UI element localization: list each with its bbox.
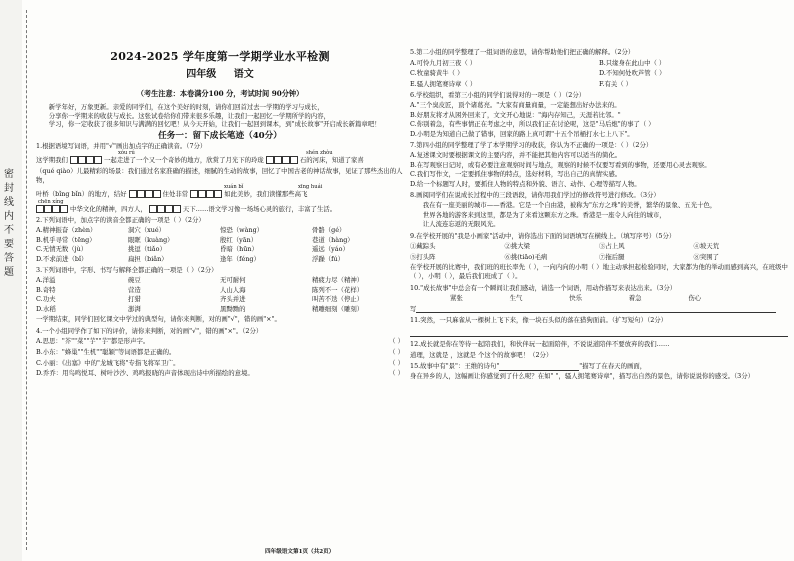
intro-paragraph [36,103,404,129]
pinyin-c: shén zhòu [306,150,333,157]
answer-paren[interactable]: （ ） [389,358,404,367]
question-15: 15.故事中有"景"：王维的诗句" "描写了在春天的画面， [410,362,647,371]
pinyin-a: xóu rú [118,150,135,157]
q9-option-row: ⑤打头阵 ⑥挑(tiāo)毛病 ⑦拖后腿 ⑧突围了 [410,252,720,261]
left-column [36,0,404,378]
question-10: 10."成长故事"中总会有一个瞬间让我们感动，请选一个词语，用动作描写来表达出来。（3分） [410,283,677,292]
q9-text: 在学校开展的比赛中，我们班的班长率先（ ），一向内向的小明（ ）地主动承担起检验同时，大家都为他的举动而感到高兴，在班级中（ ），小明（ ），最后我们班成了（ ）。 [410,263,788,281]
answer-paren[interactable]: （ ） [389,348,404,357]
q3-option-row: A.洋溢 碗豆 无可耐何 精疲力尽（精神） [36,275,364,284]
writing-box[interactable] [70,156,78,164]
question-11: 11.突然，一只麻雀从一棵树上飞下来，像一块石头似的落在猎狗面前。（扩写短句）（2分） [410,316,668,325]
q7-option: D.给一个标题写人时，要抓住人物的特点和外貌、语言、动作、心理等描写人物。 [410,179,641,188]
seal-dashed-line [26,10,27,550]
q4-item: A.思思："芥""菜""芋""芋"都是形声字。 （ ） [36,337,404,346]
q6-option: A."三个臭皮匠，顶个诸葛亮。"大家有商量商量，一定能想出好办法来的。 [410,100,621,109]
question-5: 5.第二小组的同学整理了一组词语的意思，请你帮助他们把正确的解释。（2分） [410,48,635,56]
q2-option-row: D.不求前进（bǐ） 扁担（biǎn） 逢年（féng） 浮躁（fú） [36,254,345,263]
question-1: 1.根据语境写词语，并用"√"画出加点字的正确读音。（7分） [36,141,207,150]
pinyin-d: chēn xíng [38,198,64,205]
q1-line-2: （qué qiào）儿最精彩的场景：我们通过名家准确的描述，细腻的生动的故事，回忆了中国古老的神话故事，见证了那些杰出的人物， [36,166,403,184]
q3-option-row: C.功夫 打猎 齐头并进 叫苦不迭（停止） [36,295,364,304]
intro-line: 分享你一学期来的收获与成长。这张试卷给你们带来很多乐趣，让我们一起回忆一学期所学的内容， [48,111,330,120]
question-3: 3.下列词语中，字形、书写与解释全都正确的一项是（ ）（2分） [36,266,218,275]
writing-box[interactable] [165,205,173,213]
writing-box[interactable] [52,205,60,213]
writing-box[interactable] [173,205,181,213]
q4-item: C.小丽：《出塞》中的"龙城飞将"专指飞将军卫广。 （ ） [36,358,404,367]
question-6: 6.学校组织，看第三小组的同学们说得对的一项是（ ）（2分） [410,91,586,100]
answer-line[interactable] [410,325,788,337]
exam-subtitle: 四年级 语文 [186,69,254,80]
question-8: 8.画阅同学们在说成长过程中的三段语段，请你用我们学过的修改符号进行修改。（3分） [410,191,660,200]
q1-line-4: 中华文化的精神，四方人， 天下……语文学习像一场场心灵的旅行，丰富了生活。 [36,205,404,214]
q3-tail: 一学期结束，同学们回忆课文中学过的典型句，请你来判断，对的画"√"，错的画"×"。 [36,315,281,324]
answer-line[interactable] [416,305,776,313]
q7-option: B.在写观察日记时，或有必要注意观察时间与地点，观察的时候不仅要写看到的事物，还要用心灵去观察。 [410,160,711,169]
writing-box[interactable] [129,190,137,198]
q2-option-row: A.精神振奋（zhèn） 洞穴（xué） 惊恐（wàng） 骨骼（gé） [36,225,346,234]
q3-option-row: D.水稻 澎湃 黑黝黝的 精雕细刻（雕刻） [36,304,364,313]
q3-option-row: B.奇特 营造 人山人海 陈列不一（花样） [36,285,364,294]
writing-box[interactable] [214,190,222,198]
writing-box[interactable] [145,190,153,198]
q9-option-row: ①藏踪头 ②挑大梁 ③占上风 ④坡天荒 [410,242,720,251]
q12-text: 道理，这就是 ，这就是 个这个的故事吧！（2分） [410,350,553,359]
writing-box[interactable] [198,190,206,198]
writing-box[interactable] [274,156,282,164]
question-2: 2.下列词语中，加点字的读音全都正确的一项是（ ）（2分） [36,216,205,225]
q2-option-row: B.机乎寻常（tēng） 眼眶（kuàng） 殷红（yān） 巷道（hàng） [36,235,354,244]
q5-option-row: C.牧童骑黄牛（ ） D.不知何处吹芦管（ ） [410,69,666,78]
pinyin-b: xuán bǐ [224,184,244,191]
writing-box[interactable] [206,190,214,198]
writing-box[interactable] [86,156,94,164]
q1-line-3: 叶桥（bǐng bǐn）的地方，结好 住处非常 如此美妙，我们读懂那些高飞 [36,190,308,199]
exam-title: 2024-2025 学年度第一学期学业水平检测 [110,50,330,63]
pinyin-e: xīng huái [298,184,323,191]
q5-option-row: E.骚人拥笔赛诗章（ ） F.有关（ ） [410,79,633,88]
question-4: 4.一个小组同学作了如下的评价，请你来判断，对的画"√"，错的画"×"。（2分） [36,326,263,335]
q15-tail: 身在异乡的人，这幅画让你感觉到了什么呢？在如" "，骚人拥笔赛诗章"，描写出自然的景色，请你说说你的感受。（3分） [410,371,755,380]
writing-box[interactable] [157,205,165,213]
q6-option: C.你别着急，有些事情正在考虑之中，所以我们正在讨论呢，这是"马后炮"的事了（ ） [410,120,655,129]
writing-box[interactable] [36,205,44,213]
exam-notice: （考生注意：本卷满分100 分，考试时间 90分钟） [136,89,304,98]
writing-box[interactable] [190,190,198,198]
writing-box[interactable] [290,156,298,164]
writing-box[interactable] [60,205,68,213]
q6-option: D.小明是为知道自己做了错事，回家的路上真可谓"十五个吊桶打水七上八下"。 [410,129,634,138]
writing-box[interactable] [78,156,86,164]
q5-option-row: A.可怜九月初三夜（ ） B.只缘身在此山中（ ） [410,58,666,67]
q2-option-row: C.无情无数（jù） 挑逗（tiǎo） 昏暗（hūn） 遥远（yáo） [36,245,349,254]
writing-box[interactable] [282,156,290,164]
writing-box[interactable] [44,205,52,213]
question-7: 7.第四小组的同学整理了学了本学期学习的收获，你认为不正确的一项是：（ ）（2分） [410,141,653,150]
binding-margin [0,0,22,561]
intro-line: 新学年好，万象更新。亲爱的同学们，在这个美好的时刻，请你们回首过去一学期的学习与成长， [48,103,324,111]
intro-line: 学习，你一定收获了很多知识与满满的回忆吧！从今天开始，让我们一起回到课本，到"成长故事"开启成长新篇章吧！ [48,120,381,129]
q4-item: D.乔乔：用鸟鸣悦耳、树叶沙沙、鸡鸣报晓的声音体现出诗中所描绘的意境。 （ ） [36,369,404,378]
page-footer: 四年级语文第1页（共2页） [265,549,335,555]
answer-paren[interactable]: （ ） [389,369,404,378]
q8-passage: 我在有一座美丽的城市——香港。它是一个自由港，被称为"东方之珠"的美誉，繁华的景象、五光十色， 世界各地的游客来到这里，都是为了来看这颗东方之珠。香港是一座令人向往的城市， 让人流连忘返的无限风光。 [422,200,717,229]
writing-box[interactable] [149,205,157,213]
q7-option: C.我们写作文，一定要抓住事物的特点，选好材料，写出自己的真情实感。 [410,170,622,179]
writing-box[interactable] [153,190,161,198]
right-column [410,0,788,380]
writing-box[interactable] [94,156,102,164]
q7-option: A.复述课文时要根据课文的主要内容，并不能把其他内容可以适当的简化。 [410,150,622,159]
q1-line-1: 这学期我们 一起走进了一个又一个奇妙的地方，欣赏了月光下的玲珑 石的河床，知道了家喜 [36,156,364,165]
writing-box[interactable] [266,156,274,164]
question-12: 12.成长就是你在等待一起陪我们，和伙伴玩一起面陪伴，不说说道陪伴不要放弃的我们…… [410,340,670,349]
seal-line-text: 密封线内不要答题 [4,169,14,278]
writing-box[interactable] [137,190,145,198]
task-one-heading: 任务一：留下成长笔迹（40分） [158,130,282,141]
answer-line[interactable] [499,363,579,371]
q6-option: B.好朋友将才从困外回来了，文文开心地说："海内存知己，天涯若比邻。" [410,110,621,119]
q10-word-row: 紧张 生气 快乐 着急 伤心 [450,294,702,303]
question-9: 9.在学校开展的"我是小画家"活动中，请你选出下面的词语填写在横线上。（填写序号）（5分） [410,231,676,240]
q10-write-row: 写 [410,305,788,314]
answer-paren[interactable]: （ ） [389,337,404,346]
q4-item: B.小东："蜂巢""生机""聪颖"等词语都是正确的。 （ ） [36,348,404,357]
